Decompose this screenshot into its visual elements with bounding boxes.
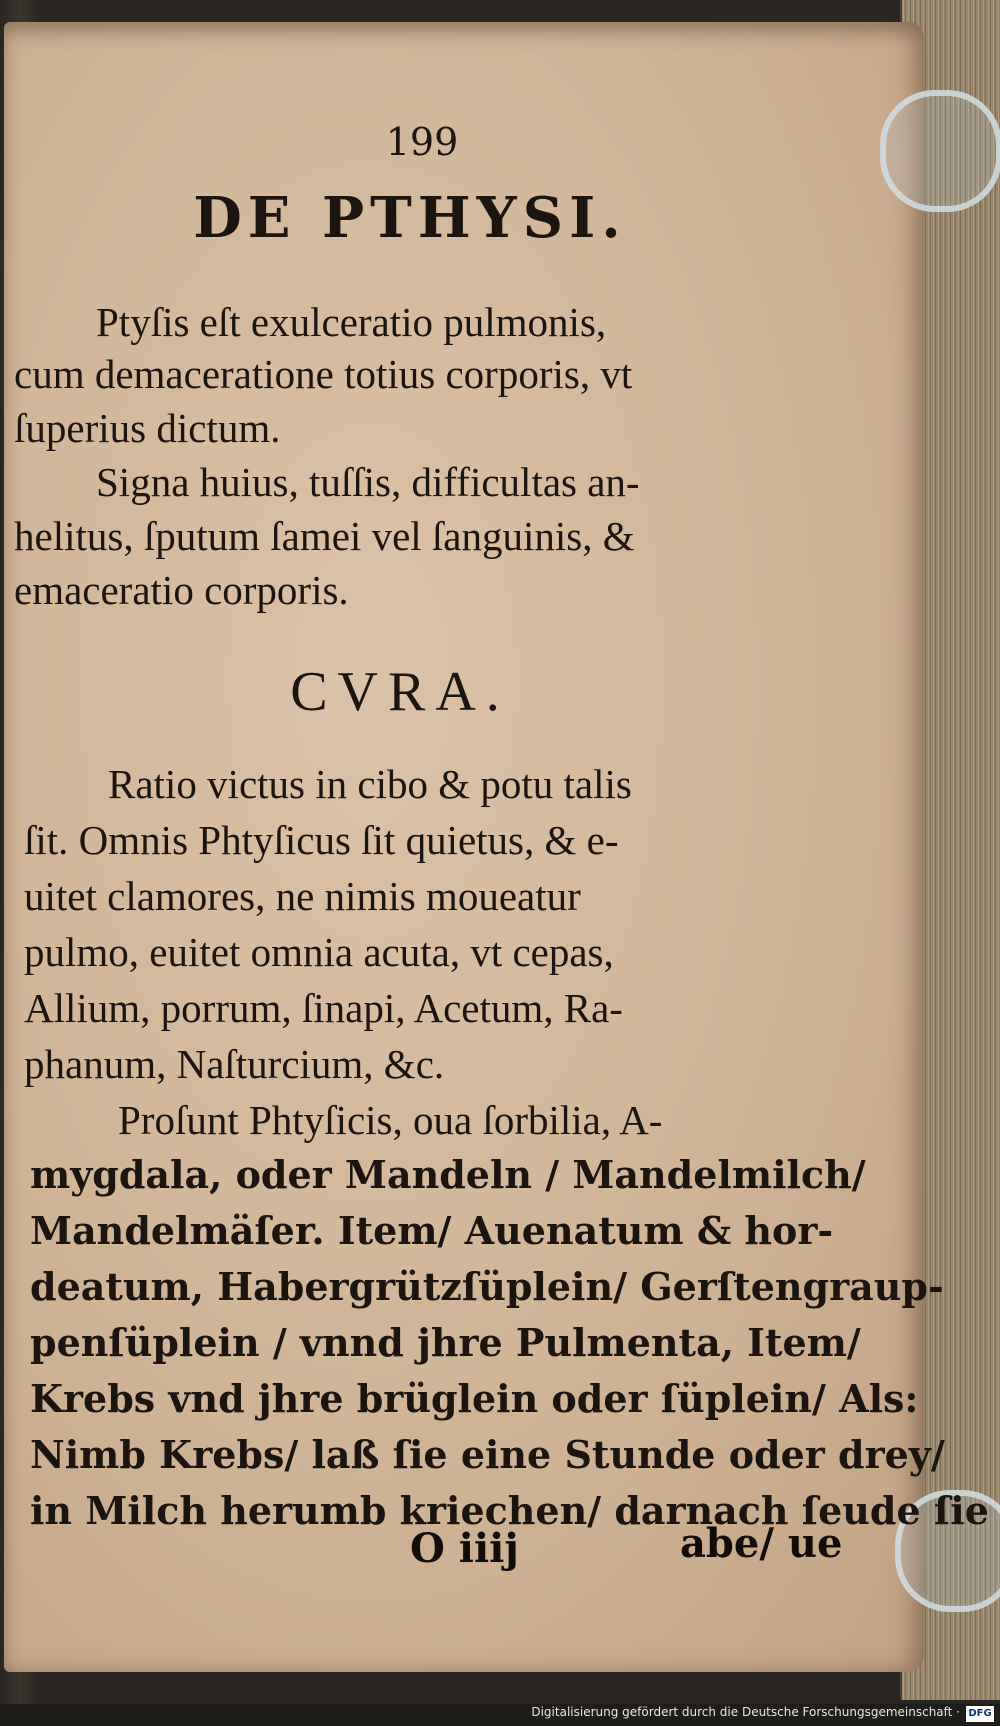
text-line: in Milch herumb kriechen/ darnach ſeude ſie: [30, 1488, 989, 1533]
text-line: Ratio victus in cibo & potu talis: [108, 761, 632, 807]
text-line: deatum, Habergrützſüplein/ Gerſtengraup-: [30, 1264, 944, 1309]
text-line: Allium, porrum, ſinapi, Acetum, Ra-: [24, 985, 623, 1031]
text-line: Krebs vnd jhre brüglein oder ſüplein/ Als:: [30, 1376, 919, 1421]
dfg-logo: DFG: [966, 1706, 994, 1722]
funding-credit: Digitalisierung gefördert durch die Deutsche Forschungsgemeinschaft ·: [531, 1705, 960, 1719]
signature-mark: O iiij: [410, 1525, 519, 1572]
text-line: pulmo, euitet omnia acuta, vt cepas,: [24, 929, 614, 975]
chapter-heading: DE PTHYSI.: [193, 185, 627, 251]
catchword: abe/ ue: [680, 1520, 843, 1567]
text-line: ſit. Omnis Phtyſicus ſit quietus, & e-: [24, 817, 619, 863]
text-line: phanum, Naſturcium, &c.: [24, 1041, 445, 1087]
text-line: ſuperius dictum.: [14, 405, 281, 451]
section-heading: CVRA.: [290, 661, 510, 723]
text-line: penſüplein / vnnd jhre Pulmenta, Item/: [30, 1320, 861, 1365]
text-line: emaceratio corporis.: [14, 567, 349, 613]
page-clip-top: [880, 90, 1000, 212]
text-line: Signa huius, tuſſis, difficultas an-: [96, 459, 640, 505]
text-line: Ptyſis eſt exulceratio pulmonis,: [96, 299, 607, 345]
text-line: helitus, ſputum ſamei vel ſanguinis, &: [14, 513, 635, 559]
text-line: mygdala, oder Mandeln / Mandelmilch/: [30, 1152, 866, 1197]
text-line: uitet clamores, ne nimis moueatur: [24, 873, 581, 919]
page-number: 199: [385, 120, 459, 164]
text-line: cum demaceratione totius corporis, vt: [14, 351, 633, 397]
text-line: Proſunt Phtyſicis, oua ſorbilia, A-: [118, 1097, 663, 1143]
text-line: Nimb Krebs/ laß ſie eine Stunde oder drey/: [30, 1432, 945, 1477]
text-line: Mandelmäſer. Item/ Auenatum & hor-: [30, 1208, 834, 1253]
